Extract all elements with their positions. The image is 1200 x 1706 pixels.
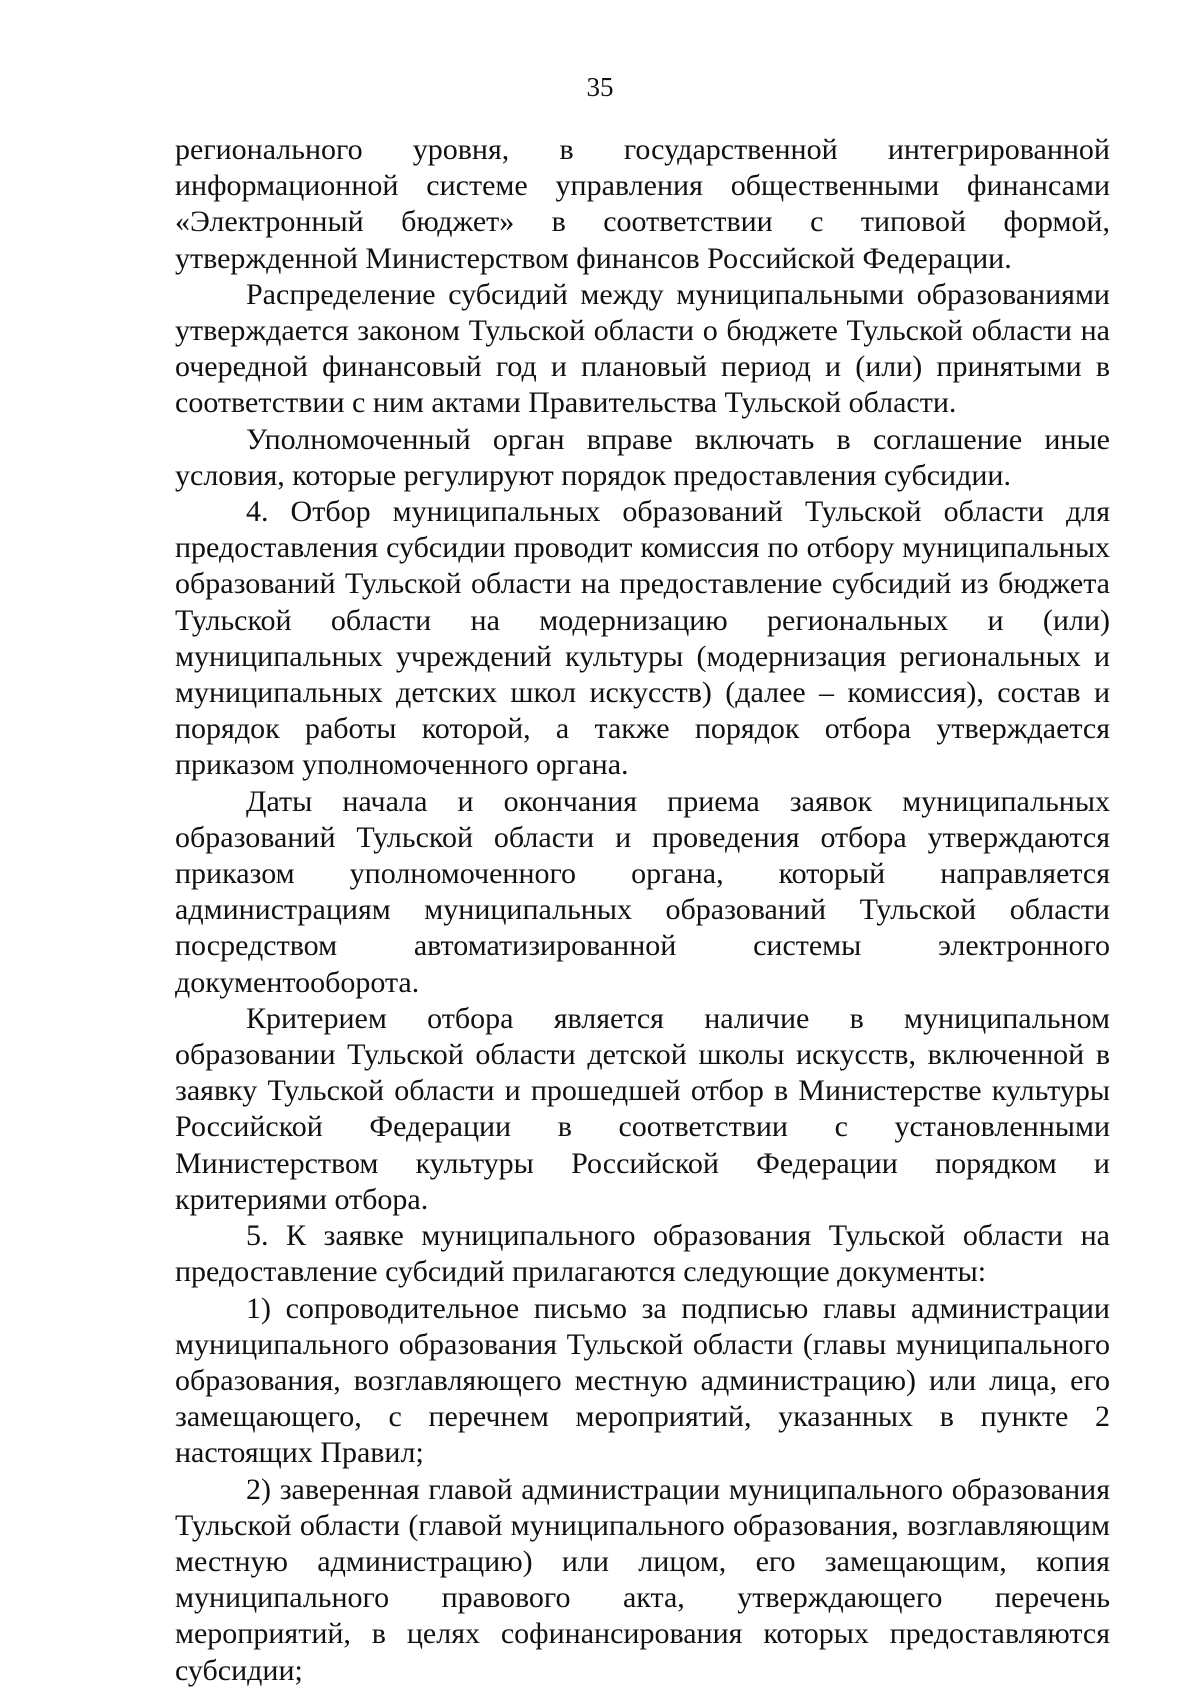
paragraph: Распределение субсидий между муниципальными образованиями утверждается законом Тульской области о бюджете Тульской области на очередной финансовый год и плановый период и (или) принятыми в соответствии с ним актами Правительства Тульской области.: [175, 277, 1110, 420]
paragraph: регионального уровня, в государственной интегрированной информационной системе управления общественными финансами «Электронный бюджет» в соответствии с типовой формой, утвержденной Министерством финансов Российской Федерации.: [175, 133, 1110, 275]
paragraph: 1) сопроводительное письмо за подписью главы администрации муниципального образования Тульской области (главы муниципального образования, возглавляющего местную администрацию) или лица, его замещающего, с перечнем мероприятий, указанных в пункте 2 настоящих Правил;: [175, 1291, 1110, 1470]
paragraph: Даты начала и окончания приема заявок муниципальных образований Тульской области и проведения отбора утверждаются приказом уполномоченного органа, который направляется администрациям муниципальных образований Тульской области посредством автоматизированной системы электронного документооборота.: [175, 784, 1110, 999]
paragraph: 4. Отбор муниципальных образований Тульской области для предоставления субсидии проводит комиссия по отбору муниципальных образований Тульской области на предоставление субсидий из бюджета Тульской области на модернизацию региональных и (или) муниципальных учреждений культуры (модернизация региональных и муниципальных детских школ искусств) (далее – комиссия), состав и порядок работы которой, а также порядок отбора утверждается приказом уполномоченного органа.: [175, 495, 1110, 782]
paragraph: Критерием отбора является наличие в муниципальном образовании Тульской области детской школы искусств, включенной в заявку Тульской области и прошедшей отбор в Министерстве культуры Российской Федерации в соответствии с установленными Министерством культуры Российской Федерации порядком и критериями отбора.: [175, 1001, 1110, 1216]
paragraph: 5. К заявке муниципального образования Тульской области на предоставление субсидий прилагаются следующие документы:: [175, 1219, 1110, 1289]
paragraph: 2) заверенная главой администрации муниципального образования Тульской области (главой муниципального образования, возглавляющим местную администрацию) или лицом, его замещающим, копия муниципального правового акта, утверждающего перечень мероприятий, в целях софинансирования которых предоставляются субсидии;: [175, 1472, 1110, 1687]
page-number: 35: [586, 72, 614, 102]
paragraph: Уполномоченный орган вправе включать в соглашение иные условия, которые регулируют порядок предоставления субсидии.: [175, 422, 1110, 492]
document-body: [175, 132, 1110, 1689]
